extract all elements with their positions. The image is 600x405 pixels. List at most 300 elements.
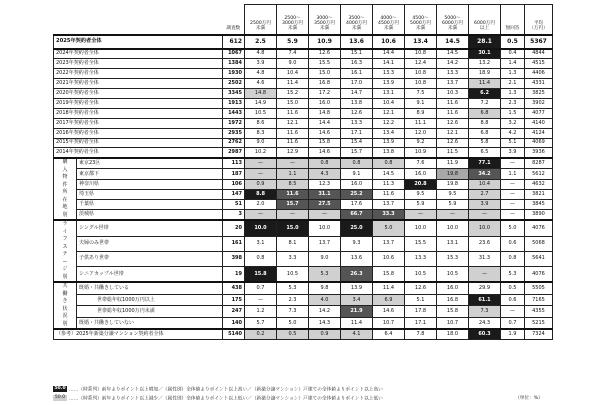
value-cell: 11.9 (437, 158, 469, 169)
value-cell: 15.5 (309, 59, 341, 69)
value-cell: 15.1 (341, 49, 373, 59)
value-cell: 9.0 (245, 138, 277, 148)
row-count: 2762 (223, 138, 245, 148)
value-cell: 8.6 (245, 118, 277, 128)
row-label: 2024年契約者全体 (54, 49, 223, 59)
value-cell: 3.3 (277, 251, 309, 266)
value-cell: 8.3 (245, 128, 277, 138)
value-cell: 31.3 (469, 251, 501, 266)
value-cell: 17.2 (309, 89, 341, 99)
value-cell: 17.0 (341, 79, 373, 89)
value-cell: 12.1 (277, 118, 309, 128)
value-cell: 2.5 (245, 35, 277, 49)
value-cell: 14.8 (309, 108, 341, 118)
value-cell: 2.7 (469, 189, 501, 199)
value-cell: 13.4 (373, 128, 405, 138)
value-cell: 15.4 (341, 138, 373, 148)
value-cell: 13.9 (373, 138, 405, 148)
value-cell: — (277, 158, 309, 169)
value-cell: 0.8 (373, 158, 405, 169)
value-cell: — (309, 210, 341, 221)
section2-title: ラ イ フ ス テ ー ジ 別 (54, 220, 77, 282)
value-cell: 13.8 (341, 98, 373, 108)
value-cell: 10.4 (469, 179, 501, 189)
value-cell: 12.6 (405, 282, 437, 294)
value-cell: 13.1 (437, 236, 469, 251)
value-cell: 17.6 (341, 199, 373, 209)
value-cell: 4.8 (245, 69, 277, 79)
value-cell: 12.6 (437, 118, 469, 128)
value-cell: 3.4 (341, 294, 373, 305)
row-label: （参考）2025年新築分譲マンション契約者全体 (54, 329, 223, 339)
value-cell: 5.1 (405, 294, 437, 305)
row-label: 子供あり世帯 (77, 251, 223, 266)
value-cell: 10.8 (405, 69, 437, 79)
value-cell: 7.6 (405, 158, 437, 169)
value-cell: 13.3 (373, 69, 405, 79)
value-cell: 12.3 (309, 179, 341, 189)
value-cell: 3.9 (469, 199, 501, 209)
value-cell: 25.2 (341, 189, 373, 199)
value-cell: 15.7 (277, 199, 309, 209)
row-label: 茨城県 (77, 210, 223, 221)
value-cell: 10.7 (437, 317, 469, 329)
value-cell: 3902 (525, 98, 553, 108)
value-cell: — (245, 169, 277, 179)
row-label: 2018年契約者全体 (54, 108, 223, 118)
value-cell: 11.6 (277, 128, 309, 138)
section3-title: 共 働 き 状 況 別 (54, 282, 77, 329)
unit-note: （単位：%） (515, 396, 543, 401)
row-count: 1384 (223, 59, 245, 69)
row-label: シニアカップル世帯 (77, 266, 223, 282)
value-cell: 1.2 (245, 306, 277, 317)
value-cell: 16.8 (437, 294, 469, 305)
value-cell: 0.8 (501, 251, 525, 266)
value-cell: 16.0 (341, 179, 373, 189)
value-cell: 11.4 (277, 79, 309, 89)
value-cell: 2.1 (501, 79, 525, 89)
column-header-8: 無回答 (501, 5, 525, 35)
value-cell: — (437, 210, 469, 221)
value-cell: — (469, 210, 501, 221)
value-cell: 13.7 (373, 199, 405, 209)
row-label: 埼玉県 (77, 189, 223, 199)
value-cell: 16.0 (437, 282, 469, 294)
value-cell: 14.4 (373, 49, 405, 59)
row-label: 世帯総年収1000万円未満 (77, 306, 223, 317)
row-count: 5140 (223, 329, 245, 339)
value-cell: 10.2 (245, 148, 277, 158)
value-cell: 5.1 (501, 138, 525, 148)
value-cell: 6.2 (469, 89, 501, 99)
value-cell: 18.9 (469, 69, 501, 79)
value-cell: 0.6 (501, 236, 525, 251)
value-cell: 13.2 (469, 59, 501, 69)
value-cell: 10.3 (437, 89, 469, 99)
value-cell: 8287 (525, 158, 553, 169)
value-cell: 14.6 (309, 148, 341, 158)
column-header-2: 3000〜 3500万円 未満 (309, 5, 341, 35)
value-cell: 4077 (525, 108, 553, 118)
value-cell: 7.3 (469, 306, 501, 317)
legend-decrease-swatch: 50.0 (54, 395, 66, 400)
row-count: 175 (223, 294, 245, 305)
value-cell: 4331 (525, 79, 553, 89)
value-cell: 13.7 (309, 236, 341, 251)
value-cell: 14.8 (245, 89, 277, 99)
value-cell: 0.8 (309, 158, 341, 169)
row-count: 1443 (223, 108, 245, 118)
value-cell: — (501, 199, 525, 209)
value-cell: 9.5 (437, 189, 469, 199)
value-cell: 4069 (525, 138, 553, 148)
value-cell: — (501, 189, 525, 199)
value-cell: 17.1 (341, 128, 373, 138)
value-cell: 0.8 (341, 158, 373, 169)
value-cell: 0.9 (245, 179, 277, 189)
value-cell: 6.4 (373, 329, 405, 339)
value-cell: 5641 (525, 251, 553, 266)
row-label: 既婚・共働きしていない (77, 317, 223, 329)
value-cell: 1.3 (501, 89, 525, 99)
value-cell: 9.1 (405, 98, 437, 108)
value-cell: 12.6 (309, 49, 341, 59)
value-cell: 1.4 (501, 59, 525, 69)
value-cell: 28.1 (469, 35, 501, 49)
value-cell: 10.6 (373, 251, 405, 266)
value-cell: 7.2 (469, 98, 501, 108)
legend-increase-swatch: 50.0 (54, 386, 66, 391)
value-cell: 3.1 (245, 236, 277, 251)
value-cell: 8.9 (405, 108, 437, 118)
value-cell: 10.5 (405, 266, 437, 282)
value-cell: 5505 (525, 282, 553, 294)
table-row (54, 251, 553, 266)
value-cell: 4.8 (245, 49, 277, 59)
value-cell: 15.8 (437, 306, 469, 317)
value-cell: 16.3 (341, 59, 373, 69)
value-cell: 14.3 (309, 317, 341, 329)
value-cell: 13.6 (341, 251, 373, 266)
value-cell: 1.9 (501, 329, 525, 339)
value-cell: 19.8 (437, 179, 469, 189)
n-header: 調査数 (226, 25, 241, 31)
value-cell: 0.2 (245, 329, 277, 339)
row-label: 2014年契約者全体 (54, 148, 223, 158)
value-cell: 15.0 (277, 220, 309, 236)
value-cell: 14.4 (309, 118, 341, 128)
value-cell: 12.1 (373, 108, 405, 118)
value-cell: 5367 (525, 35, 553, 49)
value-cell: 5.7 (245, 317, 277, 329)
value-cell: 19.8 (437, 169, 469, 179)
column-header-5: 4500〜 5000万円 未満 (405, 5, 437, 35)
value-cell: 77.1 (469, 158, 501, 169)
value-cell: 1.1 (501, 169, 525, 179)
value-cell: 4.1 (341, 329, 373, 339)
row-label: シングル世帯 (77, 220, 223, 236)
value-cell: 0.7 (245, 282, 277, 294)
header-blank (54, 5, 223, 35)
value-cell: 10.8 (405, 49, 437, 59)
value-cell: 13.7 (373, 236, 405, 251)
row-count: 147 (223, 189, 245, 199)
row-count: 2502 (223, 79, 245, 89)
value-cell: 5.9 (277, 35, 309, 49)
value-cell: 0.8 (245, 251, 277, 266)
value-cell: 10.0 (309, 220, 341, 236)
table-row (54, 118, 553, 128)
value-cell: 7.8 (405, 329, 437, 339)
value-cell: 10.9 (309, 35, 341, 49)
column-header-4: 4000〜 4500万円 未満 (373, 5, 405, 35)
table-row (54, 189, 553, 199)
value-cell: 14.5 (373, 169, 405, 179)
legend-decrease-text: ……（時系列）前年よりポイント以上減少／（属性別）全体値よりポイント以上低い／（新築分譲マンション）戸建ての全体値よりポイント以上低い (69, 396, 383, 402)
value-cell: 6.8 (469, 128, 501, 138)
value-cell: 9.3 (341, 236, 373, 251)
table-row (54, 128, 553, 138)
value-cell: 11.5 (437, 148, 469, 158)
column-header-6: 5000〜 6000万円 未満 (437, 5, 469, 35)
value-cell: 4140 (525, 118, 553, 128)
value-cell: 3890 (525, 210, 553, 221)
value-cell: 25.0 (341, 220, 373, 236)
value-cell: 5.3 (501, 266, 525, 282)
value-cell: 18.0 (437, 329, 469, 339)
value-cell: 4.3 (309, 169, 341, 179)
value-cell: 14.9 (245, 98, 277, 108)
row-count: 612 (223, 35, 245, 49)
value-cell: 12.6 (341, 108, 373, 118)
table-row (54, 69, 553, 79)
value-cell: 12.1 (437, 128, 469, 138)
value-cell: 13.3 (341, 118, 373, 128)
value-cell: — (501, 179, 525, 189)
value-cell: 4124 (525, 128, 553, 138)
value-cell: 13.9 (341, 282, 373, 294)
row-count: 1972 (223, 118, 245, 128)
row-count: 161 (223, 236, 245, 251)
value-cell: 15.7 (341, 148, 373, 158)
section1-title: 購 入 物 件 所 在 地 別 (54, 158, 77, 220)
row-label: 2020年契約者全体 (54, 89, 223, 99)
value-cell: 0.7 (501, 317, 525, 329)
value-cell: 7.5 (405, 89, 437, 99)
value-cell: 31.1 (309, 189, 341, 199)
value-cell: 0.5 (277, 329, 309, 339)
value-cell: 12.4 (405, 59, 437, 69)
value-cell: 20.8 (405, 179, 437, 189)
value-cell: 10.7 (373, 317, 405, 329)
value-cell: 7165 (525, 294, 553, 305)
value-cell: 16.8 (309, 79, 341, 89)
row-count: 19 (223, 266, 245, 282)
value-cell: 14.6 (373, 306, 405, 317)
value-cell: 15.8 (245, 266, 277, 282)
value-cell: 14.2 (309, 306, 341, 317)
value-cell: 5215 (525, 317, 553, 329)
value-cell: 14.7 (341, 89, 373, 99)
value-cell: 61.1 (469, 294, 501, 305)
value-cell: 30.1 (469, 49, 501, 59)
table-body (54, 35, 553, 340)
value-cell: 10.8 (405, 79, 437, 89)
row-label: 2017年契約者全体 (54, 118, 223, 128)
row-count: 398 (223, 251, 245, 266)
value-cell: 4515 (525, 59, 553, 69)
value-cell: 15.0 (277, 98, 309, 108)
table-row (54, 59, 553, 69)
value-cell: 4076 (525, 266, 553, 282)
value-cell: — (501, 306, 525, 317)
value-cell: 14.2 (437, 59, 469, 69)
value-cell: 3845 (525, 199, 553, 209)
row-label: 神奈川県 (77, 179, 223, 189)
table-row (54, 138, 553, 148)
value-cell: 1.5 (501, 108, 525, 118)
value-cell: 15.5 (405, 236, 437, 251)
value-cell: 10.4 (373, 98, 405, 108)
column-header-9: 平均 （万円） (525, 5, 553, 35)
value-cell: 16.0 (309, 98, 341, 108)
value-cell: 17.1 (405, 317, 437, 329)
value-cell: 12.2 (373, 118, 405, 128)
value-cell: 0.5 (501, 282, 525, 294)
row-count: 1930 (223, 69, 245, 79)
value-cell: — (469, 266, 501, 282)
value-cell: — (245, 294, 277, 305)
column-header-7: 6000万円 以上 (469, 5, 501, 35)
value-cell: 5.0 (501, 220, 525, 236)
table-row (54, 98, 553, 108)
value-cell: 13.8 (373, 148, 405, 158)
table-row (54, 199, 553, 209)
row-count: 51 (223, 199, 245, 209)
value-cell: 13.3 (405, 251, 437, 266)
value-cell: 6.8 (469, 108, 501, 118)
value-cell: 2.3 (277, 294, 309, 305)
value-cell: 14.5 (437, 49, 469, 59)
value-cell: 1.3 (501, 69, 525, 79)
row-count: 140 (223, 317, 245, 329)
table-row (54, 329, 553, 339)
value-cell: 16.0 (405, 169, 437, 179)
row-count: 106 (223, 179, 245, 189)
value-cell: 1.1 (277, 169, 309, 179)
value-cell: 5.8 (469, 138, 501, 148)
row-label: 2025年契約者全体 (54, 35, 223, 49)
table-row (54, 49, 553, 59)
value-cell: 3936 (525, 148, 553, 158)
row-label: 既婚・共働きしている (77, 282, 223, 294)
row-count: 1913 (223, 98, 245, 108)
legend-decrease (53, 395, 383, 402)
value-cell: 4632 (525, 179, 553, 189)
row-count: 247 (223, 306, 245, 317)
row-count: 187 (223, 169, 245, 179)
value-cell: 12.9 (277, 148, 309, 158)
value-cell: 11.3 (373, 179, 405, 189)
value-cell: — (245, 210, 277, 221)
value-cell: 7324 (525, 329, 553, 339)
table-row (54, 108, 553, 118)
value-cell: 5.0 (373, 220, 405, 236)
column-header-3: 3500〜 4000万円 未満 (341, 5, 373, 35)
value-cell: 0.9 (309, 329, 341, 339)
value-cell: 5.9 (437, 199, 469, 209)
value-cell: 7.4 (277, 49, 309, 59)
value-cell: 5068 (525, 236, 553, 251)
value-cell: 8.1 (277, 236, 309, 251)
table-row (54, 169, 553, 179)
value-cell: 11.1 (405, 118, 437, 128)
value-cell: 66.7 (341, 210, 373, 221)
value-cell: 10.0 (405, 220, 437, 236)
value-cell: 11.6 (437, 108, 469, 118)
row-count: 2987 (223, 148, 245, 158)
value-cell: 15.3 (437, 251, 469, 266)
value-cell: 10.5 (437, 266, 469, 282)
table-row (54, 294, 553, 305)
value-cell: 17.8 (405, 306, 437, 317)
value-cell: 9.1 (341, 169, 373, 179)
value-cell: 10.5 (245, 108, 277, 118)
value-cell: 9.8 (309, 282, 341, 294)
legend-increase (53, 386, 383, 393)
value-cell: 11.4 (469, 79, 501, 89)
value-cell: 12.6 (437, 138, 469, 148)
value-cell: 23.6 (469, 236, 501, 251)
value-cell: 11.6 (277, 189, 309, 199)
value-cell: 60.3 (469, 329, 501, 339)
value-cell: 4.6 (245, 79, 277, 89)
value-cell: 2.0 (245, 199, 277, 209)
table-row (54, 210, 553, 221)
value-cell: 5.9 (405, 199, 437, 209)
row-label: 2023年契約者全体 (54, 59, 223, 69)
value-cell: 14.5 (437, 35, 469, 49)
value-cell: 8.5 (277, 179, 309, 189)
value-cell: 11.6 (277, 108, 309, 118)
value-cell: 34.2 (469, 169, 501, 179)
row-count: 3345 (223, 89, 245, 99)
row-count: 113 (223, 158, 245, 169)
value-cell: 5612 (525, 169, 553, 179)
value-cell: 16.1 (341, 69, 373, 79)
value-cell: 10.5 (277, 266, 309, 282)
value-cell: 4406 (525, 69, 553, 79)
table-row (54, 236, 553, 251)
value-cell: 14.6 (309, 128, 341, 138)
value-cell: 11.4 (373, 282, 405, 294)
column-header-0: 2500万円 未満 (245, 5, 277, 35)
table-row (54, 148, 553, 158)
table-row (54, 317, 553, 329)
header-row (54, 5, 553, 35)
value-cell: 3.9 (501, 148, 525, 158)
column-header-1: 2500〜 3000万円 未満 (277, 5, 309, 35)
value-cell: 5.0 (277, 317, 309, 329)
table-row (54, 220, 553, 236)
value-cell: — (405, 210, 437, 221)
value-cell: 4.0 (309, 294, 341, 305)
value-cell: 15.0 (309, 69, 341, 79)
row-label: 2015年契約者全体 (54, 138, 223, 148)
value-cell: 13.3 (437, 69, 469, 79)
value-cell: 10.0 (245, 220, 277, 236)
